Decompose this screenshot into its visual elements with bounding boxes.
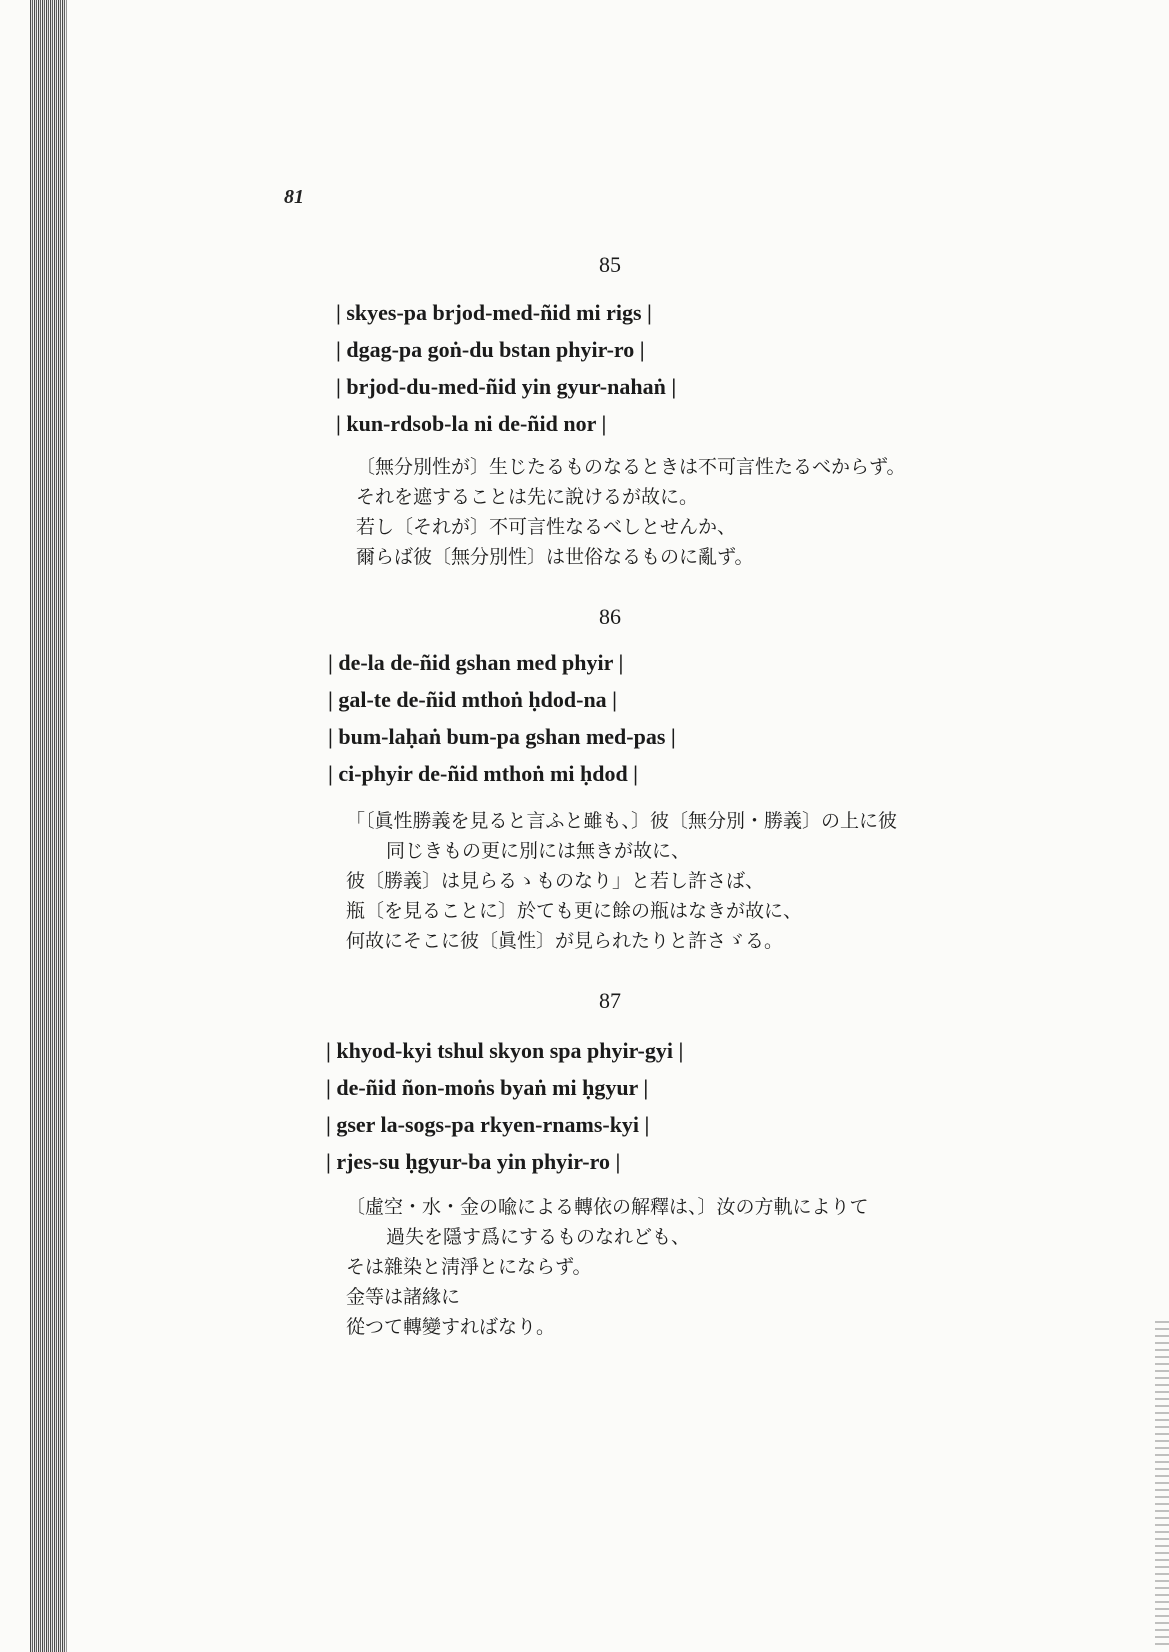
tibetan-line: | ci-phyir de-ñid mthoṅ mi ḥdod | — [328, 761, 639, 786]
tibetan-line: | skyes-pa brjod-med-ñid mi rigs | — [336, 300, 652, 325]
japanese-translation-86 — [346, 806, 897, 956]
tibetan-line: | de-la de-ñid gshan med phyir | — [328, 650, 624, 675]
japanese-line: それを遮することは先に說けるが故に。 — [356, 486, 699, 508]
book-binding-edge — [30, 0, 66, 1652]
japanese-line: 「〔眞性勝義を見ると言ふと雖も、〕彼〔無分別・勝義〕の上に彼 — [346, 810, 898, 832]
japanese-line: 彼〔勝義〕は見らるゝものなり」と若し許さば、 — [346, 870, 765, 892]
tibetan-line: | gal-te de-ñid mthoṅ ḥdod-na | — [328, 687, 618, 712]
tibetan-verse-87 — [326, 1032, 683, 1180]
verse-number-87: 87 — [599, 988, 621, 1013]
japanese-line: 爾らば彼〔無分別性〕は世俗なるものに亂ず。 — [356, 546, 754, 568]
tibetan-verse-86 — [328, 644, 676, 792]
japanese-line: 何故にそこに彼〔眞性〕が見られたりと許さゞる。 — [346, 930, 784, 952]
tibetan-line: | dgag-pa goṅ-du bstan phyir-ro | — [336, 337, 645, 362]
tibetan-line: | khyod-kyi tshul skyon spa phyir-gyi | — [326, 1038, 684, 1063]
tibetan-line: | de-ñid ñon-moṅs byaṅ mi ḥgyur | — [326, 1075, 649, 1100]
japanese-line: 同じきもの更に別には無きが故に、 — [386, 840, 691, 862]
japanese-line: 若し〔それが〕不可言性なるべしとせんか、 — [356, 516, 737, 538]
binding-shadow — [66, 0, 67, 1652]
japanese-line: 〔無分別性が〕生じたるものなるときは不可言性たるべからず。 — [356, 456, 906, 478]
japanese-line: 〔虛空・水・金の喩による轉依の解釋は、〕汝の方軌によりて — [346, 1196, 869, 1218]
tibetan-line: | brjod-du-med-ñid yin gyur-nahaṅ | — [336, 374, 677, 399]
page-number: 81 — [284, 186, 304, 208]
japanese-translation-85 — [356, 452, 905, 572]
tibetan-line: | bum-laḥaṅ bum-pa gshan med-pas | — [328, 724, 676, 749]
japanese-line: そは雜染と淸淨とにならず。 — [346, 1256, 592, 1278]
tibetan-verse-85 — [336, 294, 676, 442]
japanese-translation-87 — [346, 1192, 869, 1342]
japanese-line: 從つて轉變すればなり。 — [346, 1316, 556, 1338]
japanese-line: 金等は諸緣に — [346, 1286, 461, 1308]
japanese-line: 瓶〔を見ることに〕於ても更に餘の瓶はなきが故に、 — [346, 900, 803, 922]
verse-number-85: 85 — [599, 252, 621, 277]
tibetan-line: | gser la-sogs-pa rkyen-rnams-kyi | — [326, 1112, 650, 1137]
verse-number-86: 86 — [599, 604, 621, 629]
tibetan-line: | rjes-su ḥgyur-ba yin phyir-ro | — [326, 1149, 621, 1174]
scan-speckle — [1155, 1320, 1169, 1650]
japanese-line: 過失を隱す爲にするものなれども、 — [386, 1226, 691, 1248]
tibetan-line: | kun-rdsob-la ni de-ñid nor | — [336, 411, 607, 436]
